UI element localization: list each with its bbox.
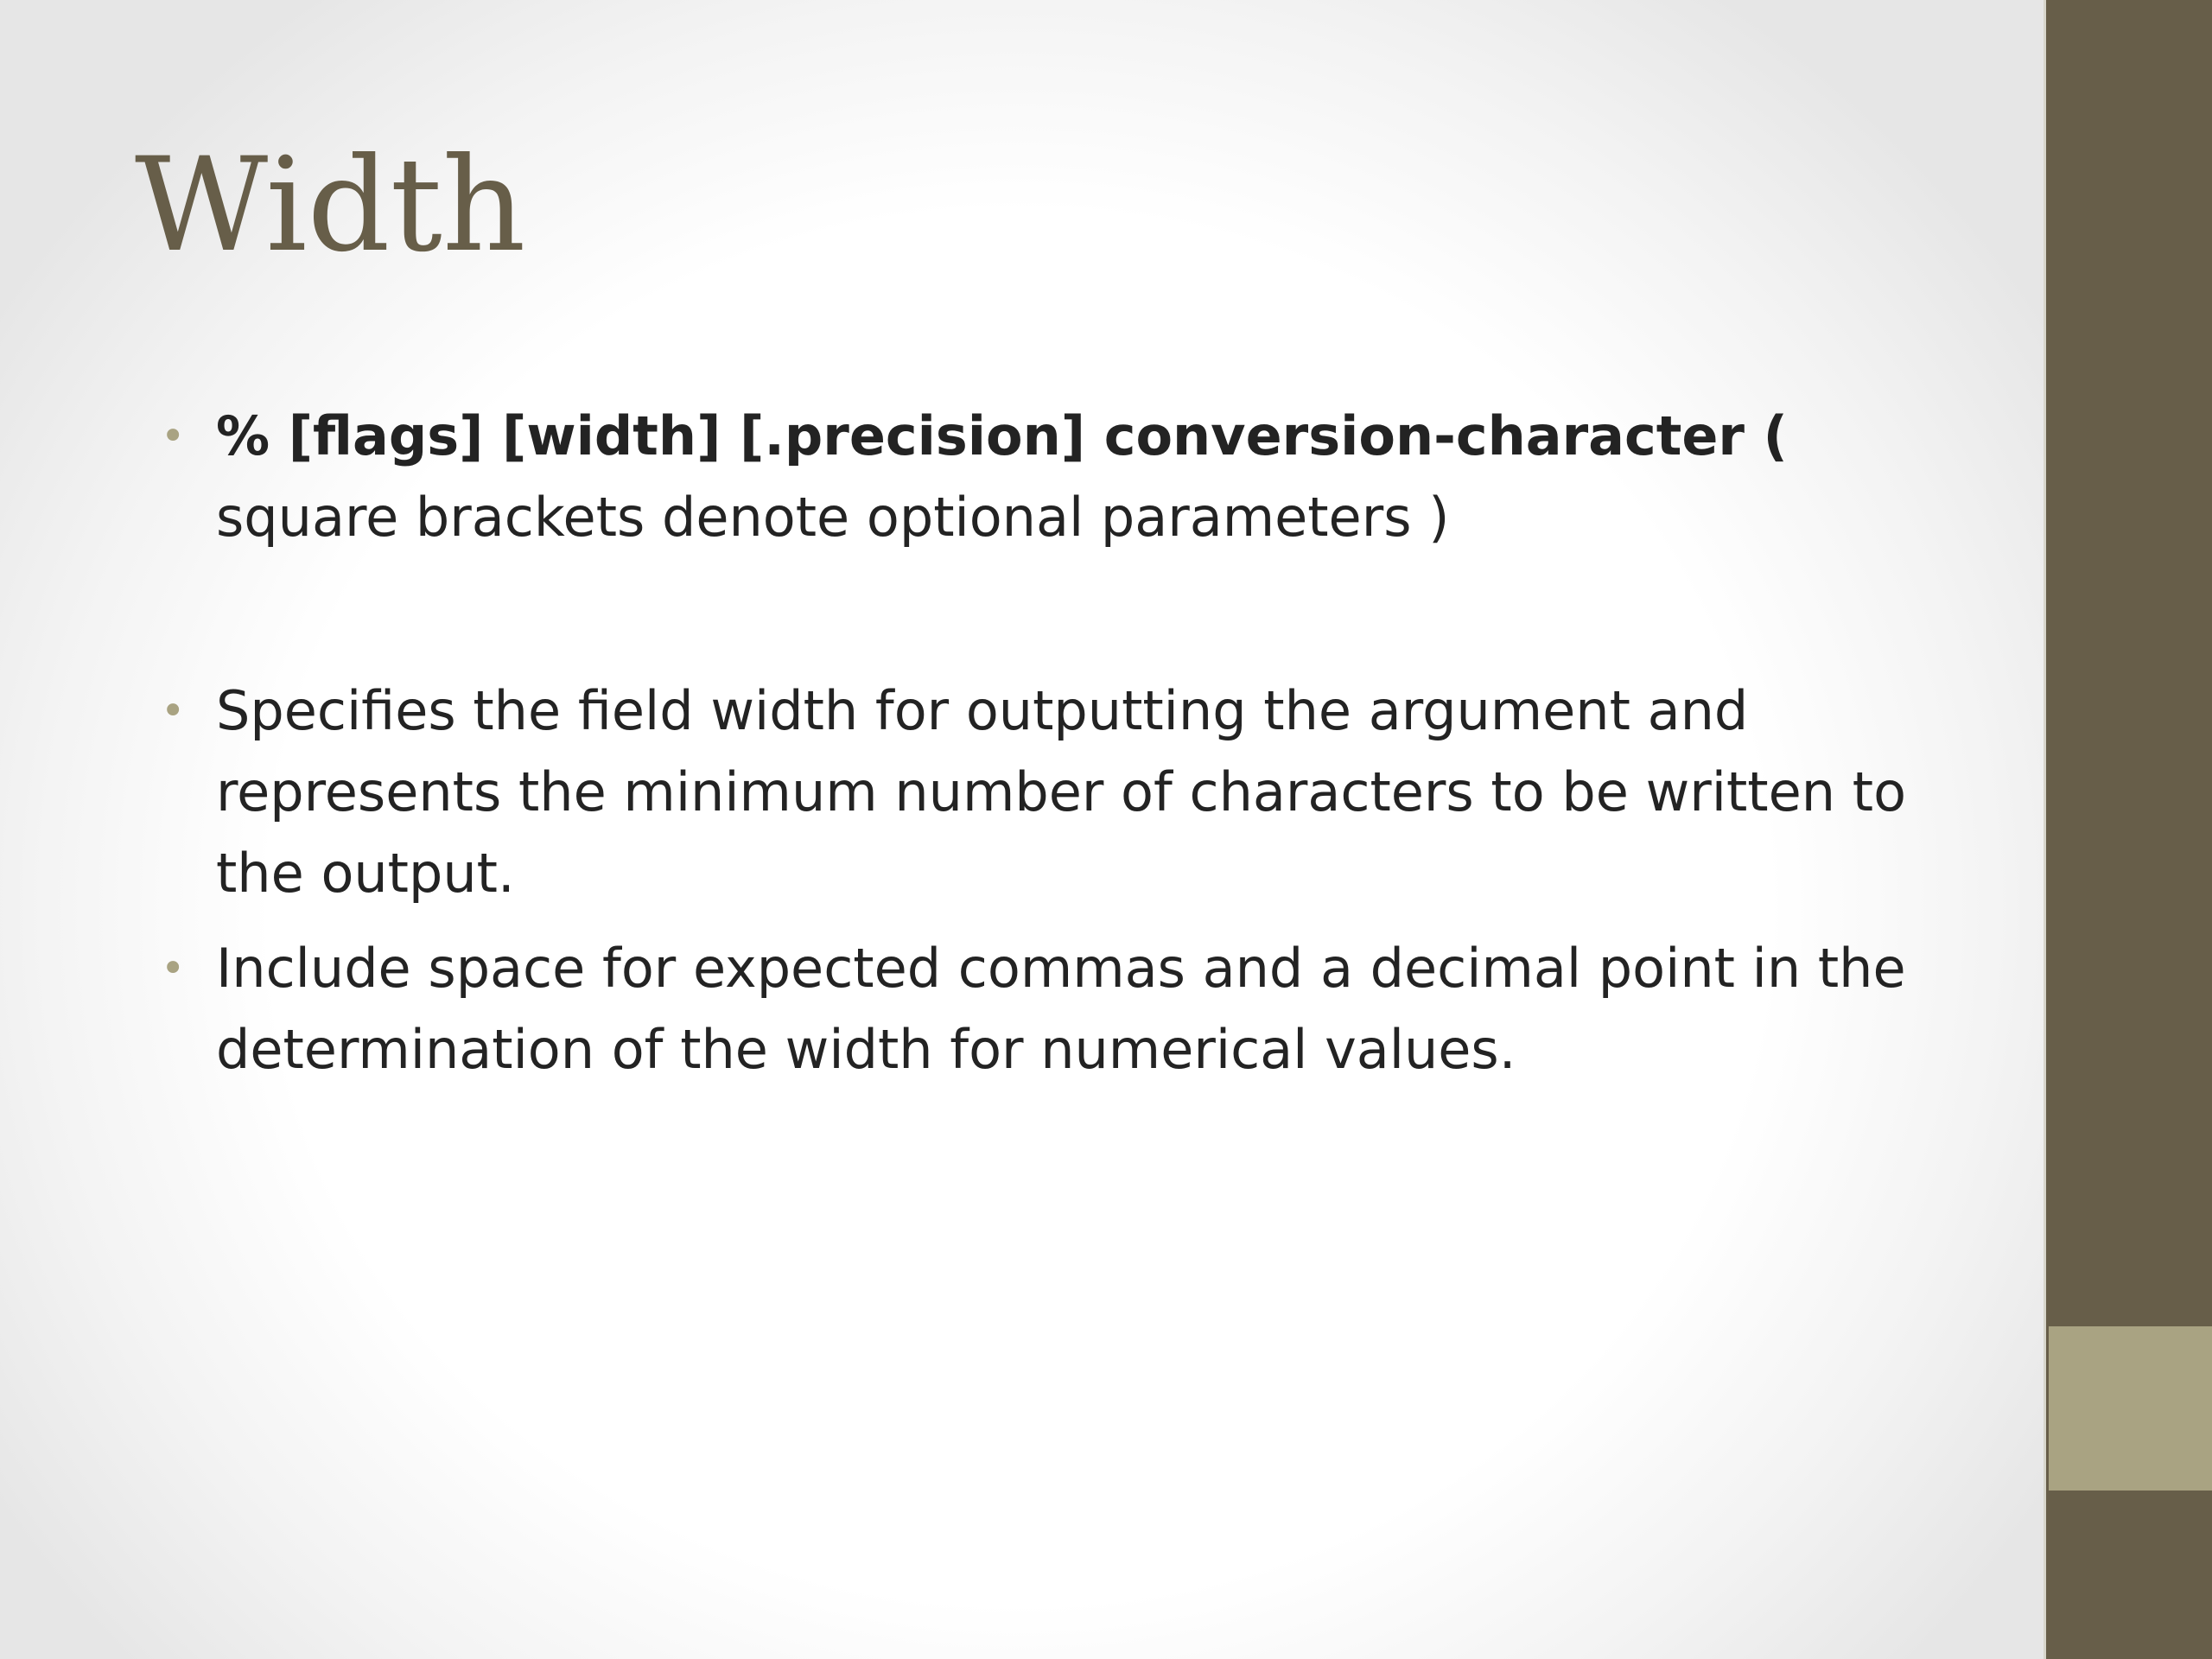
bullet-item-commas xyxy=(161,928,1979,1090)
bullet-dot-icon: • xyxy=(161,687,186,735)
syntax-format-text: % [flags] [width] [.precision] conversion-character ( xyxy=(216,404,1788,467)
bullet-item-field-width xyxy=(161,671,1979,914)
bullet-dot-icon: • xyxy=(161,944,186,993)
slide-title: Width xyxy=(135,130,526,281)
bullet-list xyxy=(161,396,1979,1090)
bullet-item-syntax xyxy=(161,396,1979,558)
syntax-note-text: square brackets denote optional parameters ) xyxy=(216,486,1450,549)
commas-text: Include space for expected commas and a decimal point in the determination of the width for numerical values. xyxy=(216,937,1906,1081)
sidebar-accent-block xyxy=(2049,1326,2212,1491)
field-width-text: Specifies the field width for outputting the argument and represents the minimum number of characters to be written to the output. xyxy=(216,679,1906,905)
bullet-dot-icon: • xyxy=(161,412,186,461)
